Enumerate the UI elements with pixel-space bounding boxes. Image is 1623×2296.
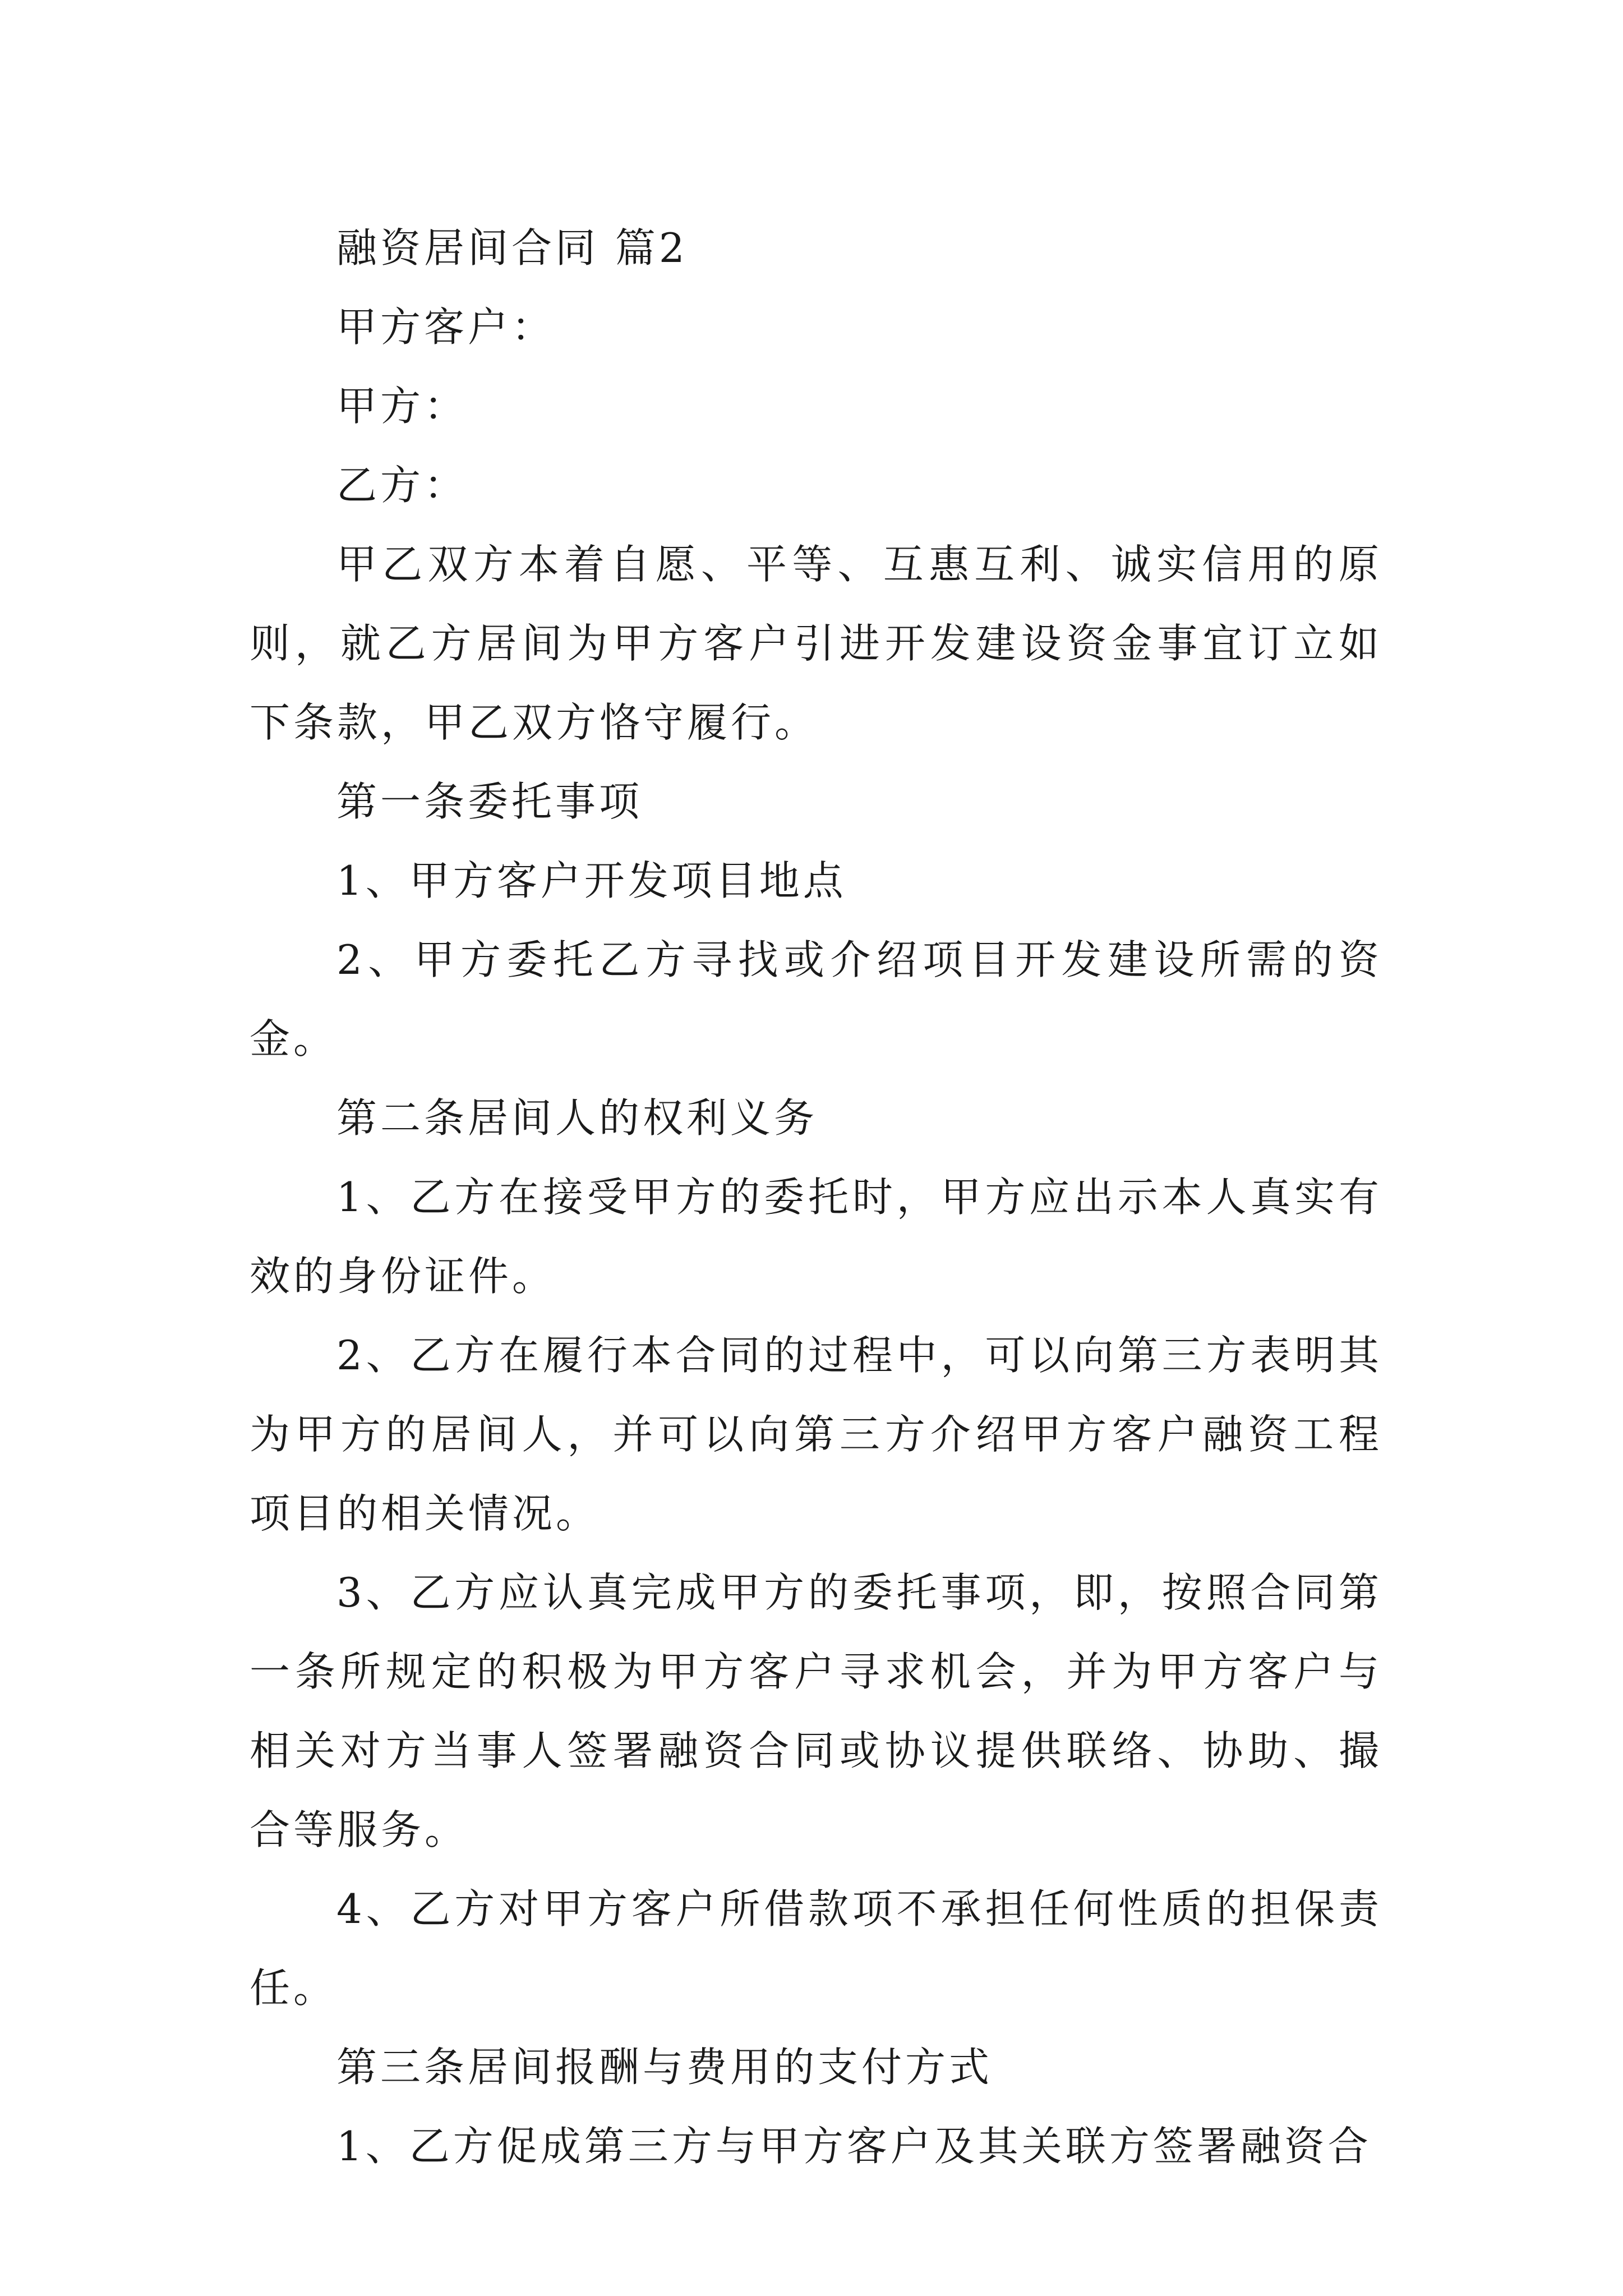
document-title: 融资居间合同 篇2 xyxy=(336,224,688,272)
article-2-clause-2: 2、乙方在履行本合同的过程中，可以向第三方表明其为甲方的居间人，并可以向第三方介绍甲方客户融资工程项目的相关情况。 xyxy=(250,1332,1382,1537)
article-3-clause-1: 1、乙方促成第三方与甲方客户及其关联方签署融资合 xyxy=(336,2123,1372,2170)
article-3-heading: 第三条居间报酬与费用的支付方式 xyxy=(336,2044,993,2091)
party-a-line: 甲方： xyxy=(336,383,468,430)
article-2-clause-1: 1、乙方在接受甲方的委托时，甲方应出示本人真实有效的身份证件。 xyxy=(250,1174,1382,1300)
article-2-heading: 第二条居间人的权利义务 xyxy=(336,1094,818,1142)
article-2-clause-3: 3、乙方应认真完成甲方的委托事项，即，按照合同第一条所规定的积极为甲方客户寻求机会，并为甲方客户与相关对方当事人签署融资合同或协议提供联络、协助、撮合等服务。 xyxy=(250,1569,1382,1853)
article-1-clause-1: 1、甲方客户开发项目地点 xyxy=(336,857,847,904)
party-client-line: 甲方客户： xyxy=(336,303,556,351)
article-1-clause-2: 2、甲方委托乙方寻找或介绍项目开发建设所需的资金。 xyxy=(250,936,1382,1062)
party-b-line: 乙方： xyxy=(336,462,468,509)
preamble-paragraph: 甲乙双方本着自愿、平等、互惠互利、诚实信用的原则，就乙方居间为甲方客户引进开发建设资金事宜订立如下条款，甲乙双方恪守履行。 xyxy=(250,541,1382,746)
article-1-heading: 第一条委托事项 xyxy=(336,778,643,825)
article-2-clause-4: 4、乙方对甲方客户所借款项不承担任何性质的担保责任。 xyxy=(250,1885,1382,2012)
document-body xyxy=(250,209,1382,2186)
